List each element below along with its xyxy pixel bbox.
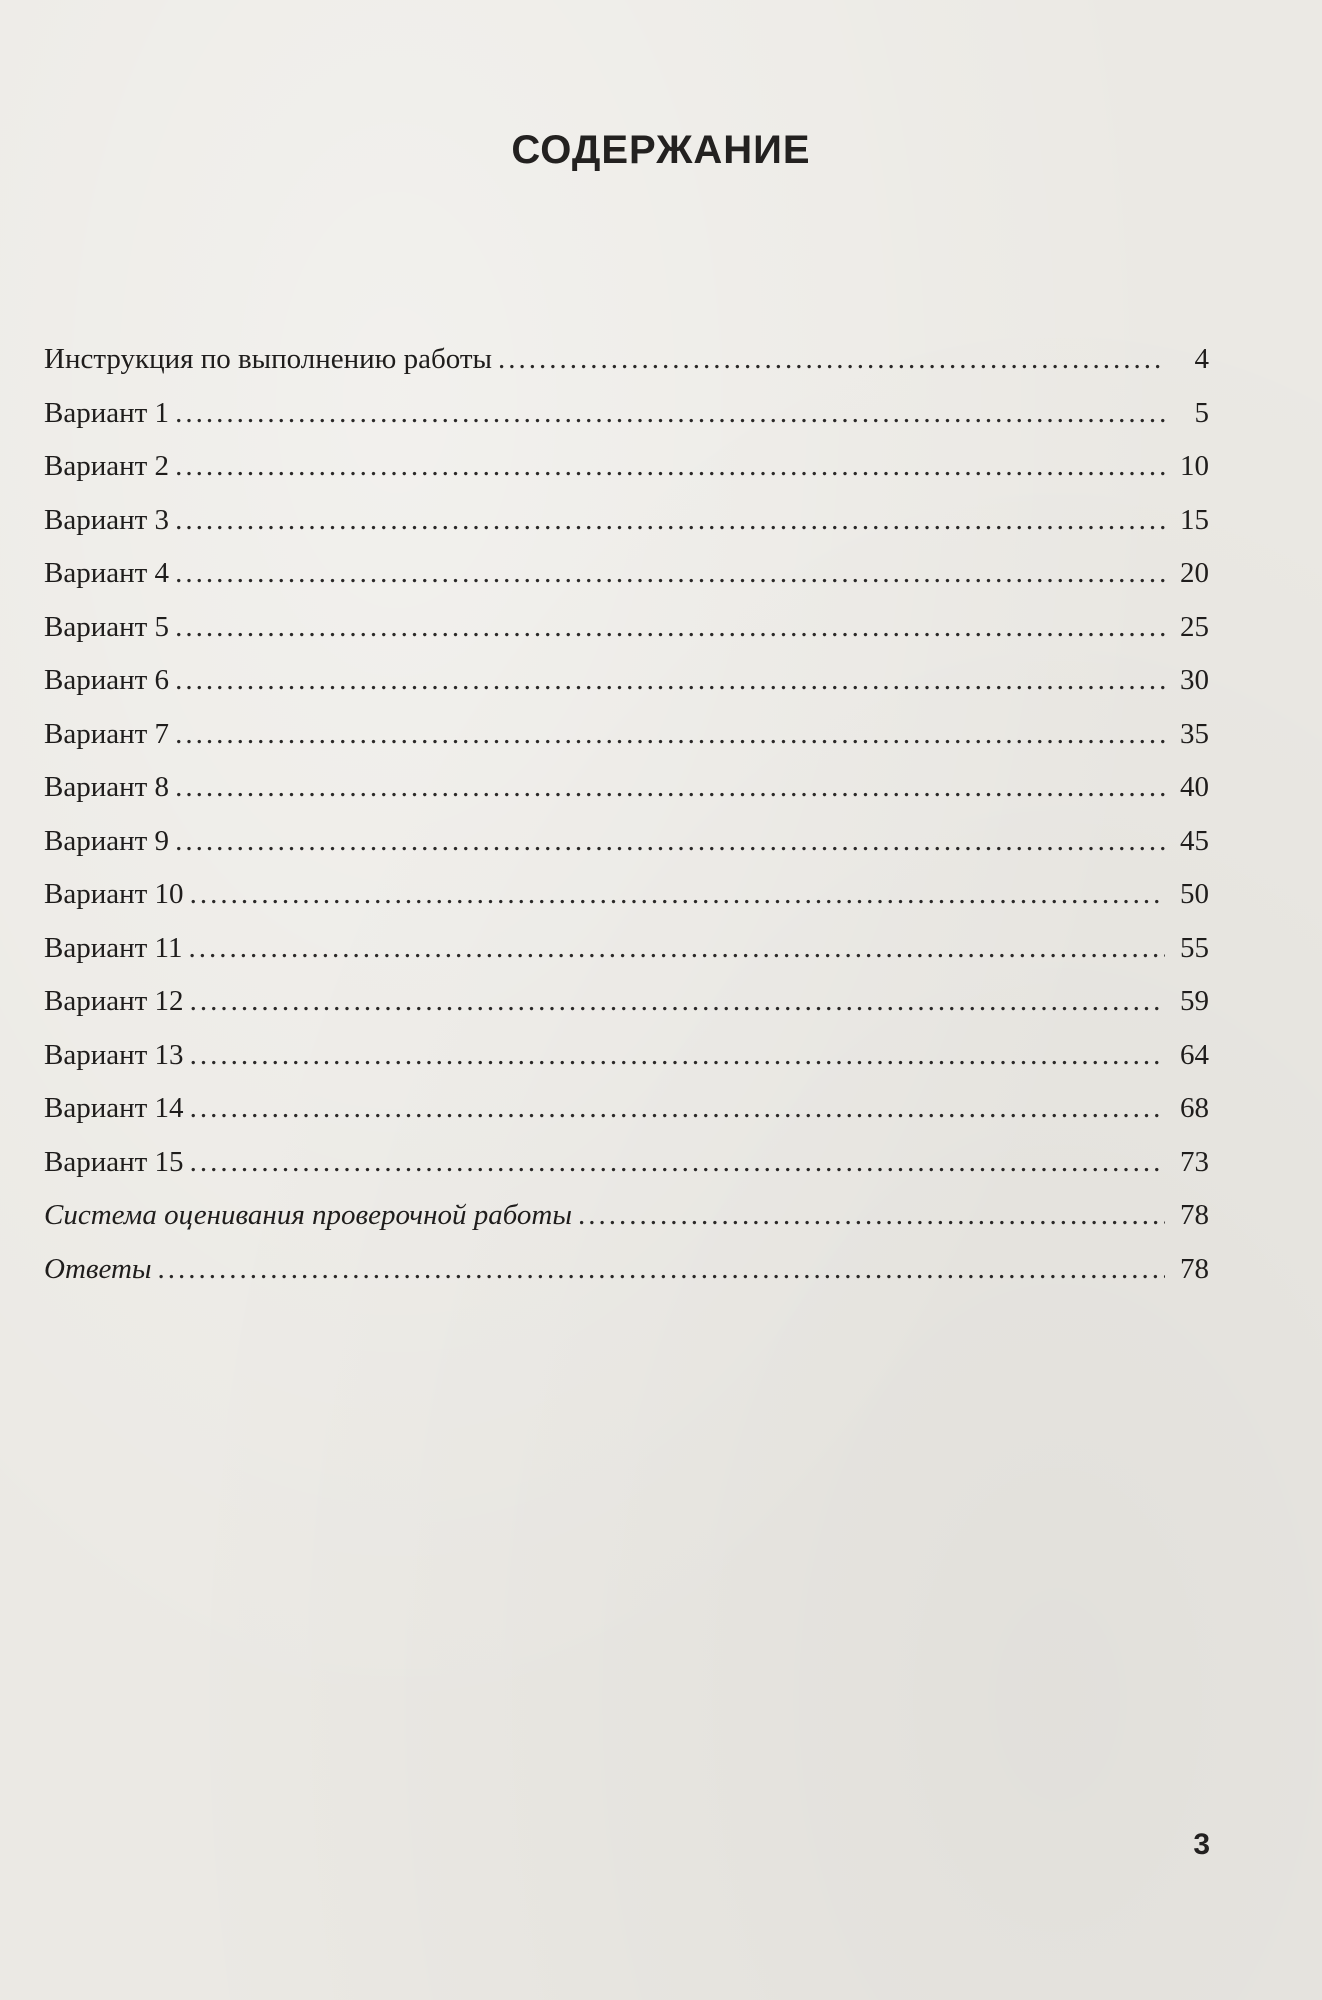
toc-dot-leader [188,932,1165,965]
toc-entry [44,878,1209,932]
toc-dot-leader [175,504,1165,537]
toc-entry [44,504,1209,558]
toc-dot-leader [175,557,1165,590]
toc-entry-page-number: 73 [1180,1145,1209,1178]
toc-entry [44,1253,1209,1307]
toc-entry-page-number: 35 [1180,717,1209,750]
toc-dot-leader [190,1146,1165,1179]
toc-entry-page-number: 5 [1194,396,1209,429]
toc-entry-label: Вариант 6 [44,664,170,696]
toc-entry-label: Вариант 1 [44,396,170,429]
toc-entry [44,1146,1209,1200]
table-of-contents [44,343,1209,1306]
toc-dot-leader [175,450,1165,483]
toc-entry-page-number: 40 [1180,771,1209,803]
toc-entry-page-number: 10 [1180,450,1209,482]
toc-entry-page-number: 68 [1180,1092,1209,1124]
toc-entry [44,450,1209,504]
toc-dot-leader [190,1092,1165,1125]
toc-entry [44,771,1209,825]
toc-dot-leader [175,718,1165,751]
toc-entry [44,664,1209,718]
toc-entry-label: Вариант 8 [44,771,170,803]
toc-entry-page-number: 59 [1180,985,1209,1017]
toc-dot-leader [175,397,1165,430]
toc-entry-label: Вариант 9 [44,824,170,857]
toc-entry-label: Вариант 3 [44,503,170,536]
toc-entry-label: Вариант 15 [44,1145,184,1178]
toc-entry-page-number: 20 [1180,557,1209,589]
toc-entry [44,932,1209,986]
toc-entry-label: Вариант 7 [44,717,170,750]
toc-entry-page-number: 15 [1180,503,1209,536]
toc-dot-leader [190,878,1165,911]
toc-entry-label: Вариант 5 [44,610,170,643]
toc-entry-label: Вариант 13 [44,1038,184,1071]
toc-entry [44,397,1209,451]
toc-entry [44,1039,1209,1093]
toc-entry-label: Вариант 12 [44,985,184,1017]
page-title: СОДЕРЖАНИЕ [511,128,811,172]
toc-dot-leader [190,1039,1165,1072]
toc-entry-page-number: 30 [1180,664,1209,696]
toc-entry-page-number: 64 [1180,1038,1209,1071]
toc-entry-label: Вариант 11 [44,931,183,964]
toc-entry-page-number: 45 [1180,824,1209,857]
toc-dot-leader [175,825,1165,858]
toc-entry-label: Вариант 10 [44,878,184,910]
toc-entry-page-number: 78 [1180,1252,1209,1285]
page-number: 3 [1193,1828,1210,1861]
toc-entry-label: Вариант 14 [44,1092,184,1124]
toc-entry-page-number: 50 [1180,878,1209,910]
toc-entry [44,1092,1209,1146]
toc-dot-leader [190,985,1165,1018]
toc-entry [44,718,1209,772]
toc-entry-label: Вариант 2 [44,450,170,482]
toc-entry-label: Вариант 4 [44,557,170,589]
toc-entry-page-number: 4 [1194,343,1209,375]
toc-entry [44,343,1209,397]
toc-dot-leader [498,343,1165,376]
toc-entry [44,985,1209,1039]
toc-entry-page-number: 55 [1180,931,1209,964]
toc-entry-label: Ответы [44,1252,152,1285]
toc-dot-leader [578,1199,1165,1232]
toc-dot-leader [175,771,1165,804]
toc-entry [44,557,1209,611]
toc-entry [44,825,1209,879]
toc-entry-label: Система оценивания проверочной работы [44,1199,573,1231]
toc-entry-page-number: 78 [1180,1199,1209,1231]
toc-entry-page-number: 25 [1180,610,1209,643]
toc-entry [44,611,1209,665]
toc-dot-leader [158,1253,1165,1286]
toc-entry-label: Инструкция по выполнению работы [44,343,492,375]
toc-dot-leader [175,664,1165,697]
toc-entry [44,1199,1209,1253]
toc-dot-leader [175,611,1165,644]
